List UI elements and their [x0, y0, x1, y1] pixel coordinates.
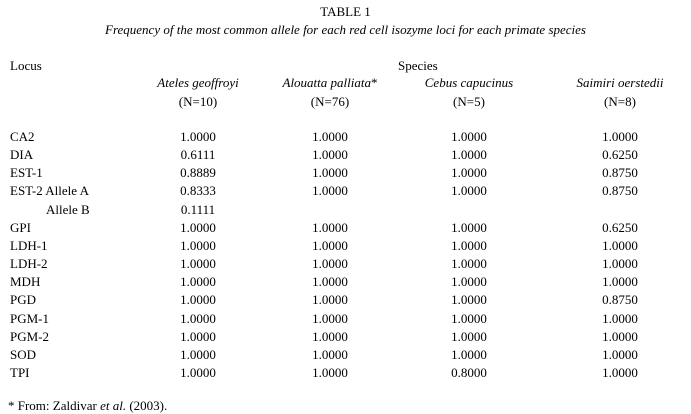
table-cell: 1.0000: [312, 274, 348, 290]
locus-label: PGM-1: [10, 310, 50, 326]
table-cell: 1.0000: [180, 274, 216, 290]
table-caption: Frequency of the most common allele for each red cell isozyme loci for each primate species: [105, 22, 586, 37]
table-cell: 1.0000: [451, 219, 487, 235]
sample-size: (N=8): [604, 94, 636, 109]
table-cell: 1.0000: [312, 219, 348, 235]
species-name: Ateles geoffroyi: [157, 75, 239, 90]
species-header: Species: [398, 58, 438, 73]
table-cell: 0.8000: [451, 364, 487, 380]
species-name: Cebus capucinus: [424, 75, 514, 90]
table-cell: 1.0000: [451, 256, 487, 272]
sample-size: (N=5): [453, 94, 485, 109]
table-cell: 1.0000: [451, 328, 487, 344]
locus-label: LDH-1: [10, 237, 48, 253]
table-cell: 1.0000: [312, 165, 348, 181]
table-cell: 1.0000: [451, 310, 487, 326]
locus-label: LDH-2: [10, 256, 48, 272]
locus-label: CA2: [10, 129, 35, 144]
table-cell: 1.0000: [180, 310, 216, 326]
table-cell: 1.0000: [180, 292, 216, 308]
footnote-text: * From: Zaldivar: [8, 398, 101, 413]
footnote-year: (2003).: [126, 398, 168, 413]
table-cell: 0.1111: [180, 201, 216, 217]
locus-label: SOD: [10, 346, 37, 362]
table-cell: 1.0000: [602, 310, 638, 326]
table-cell: 1.0000: [602, 256, 638, 272]
sample-size: (N=76): [310, 94, 350, 109]
locus-header: Locus: [10, 58, 42, 73]
table-cell: 1.0000: [312, 364, 348, 380]
table-cell: 0.8750: [602, 183, 638, 199]
table-cell: 1.0000: [312, 256, 348, 272]
table-cell: 1.0000: [312, 183, 348, 199]
table-cell: 1.0000: [312, 346, 348, 362]
table-cell: 1.0000: [312, 129, 348, 144]
species-footnote-mark: *: [370, 75, 378, 90]
table-cell: 0.6111: [180, 147, 216, 163]
table-cell: 1.0000: [312, 237, 348, 253]
table-cell: 1.0000: [451, 183, 487, 199]
table-cell: 1.0000: [312, 328, 348, 344]
species-name: Alouatta palliata: [282, 75, 371, 90]
table-cell: 1.0000: [180, 328, 216, 344]
table-cell: 1.0000: [602, 237, 638, 253]
column-header: [540, 75, 691, 90]
table-cell: 1.0000: [180, 256, 216, 272]
table-cell: 1.0000: [312, 147, 348, 163]
table-cell: 1.0000: [602, 364, 638, 380]
locus-label: GPI: [10, 219, 31, 235]
locus-label: TPI: [10, 364, 30, 380]
locus-label: EST-1: [10, 165, 43, 181]
locus-label: PGD: [10, 292, 37, 308]
table-cell: 0.8333: [180, 183, 216, 199]
table-cell: 1.0000: [180, 219, 216, 235]
footnote-italic: et al.: [100, 398, 127, 413]
table-cell: 1.0000: [312, 292, 348, 308]
table-cell: 1.0000: [451, 292, 487, 308]
locus-label: MDH: [10, 274, 41, 290]
table-cell: 1.0000: [451, 165, 487, 181]
locus-label: PGM-2: [10, 328, 50, 344]
table-cell: 1.0000: [451, 147, 487, 163]
table-cell: 1.0000: [312, 310, 348, 326]
table-cell: 1.0000: [602, 274, 638, 290]
sample-size: (N=10): [178, 94, 218, 109]
table-cell: 1.0000: [180, 129, 216, 144]
table-cell: 1.0000: [602, 328, 638, 344]
column-header: [389, 75, 549, 90]
table-cell: 1.0000: [451, 274, 487, 290]
table-cell: 1.0000: [180, 237, 216, 253]
table-cell: 0.6250: [602, 147, 638, 163]
table-cell: 0.8889: [180, 165, 216, 181]
table-title: TABLE 1: [320, 4, 371, 19]
table-cell: 1.0000: [602, 346, 638, 362]
footnote: [8, 398, 167, 413]
table-cell: 1.0000: [180, 346, 216, 362]
table-cell: 1.0000: [451, 237, 487, 253]
species-name: Saimiri oerstedii: [576, 75, 664, 90]
locus-label: DIA: [10, 147, 34, 163]
table-cell: 1.0000: [451, 129, 487, 144]
column-header: [250, 75, 410, 90]
table-cell: 0.8750: [602, 165, 638, 181]
table-cell: 1.0000: [451, 346, 487, 362]
table-cell: 0.8750: [602, 292, 638, 308]
locus-label: Allele B: [46, 201, 90, 217]
locus-label: EST-2 Allele A: [10, 183, 89, 199]
table-cell: 1.0000: [180, 364, 216, 380]
table-cell: 0.6250: [602, 219, 638, 235]
table-cell: 1.0000: [602, 129, 638, 144]
